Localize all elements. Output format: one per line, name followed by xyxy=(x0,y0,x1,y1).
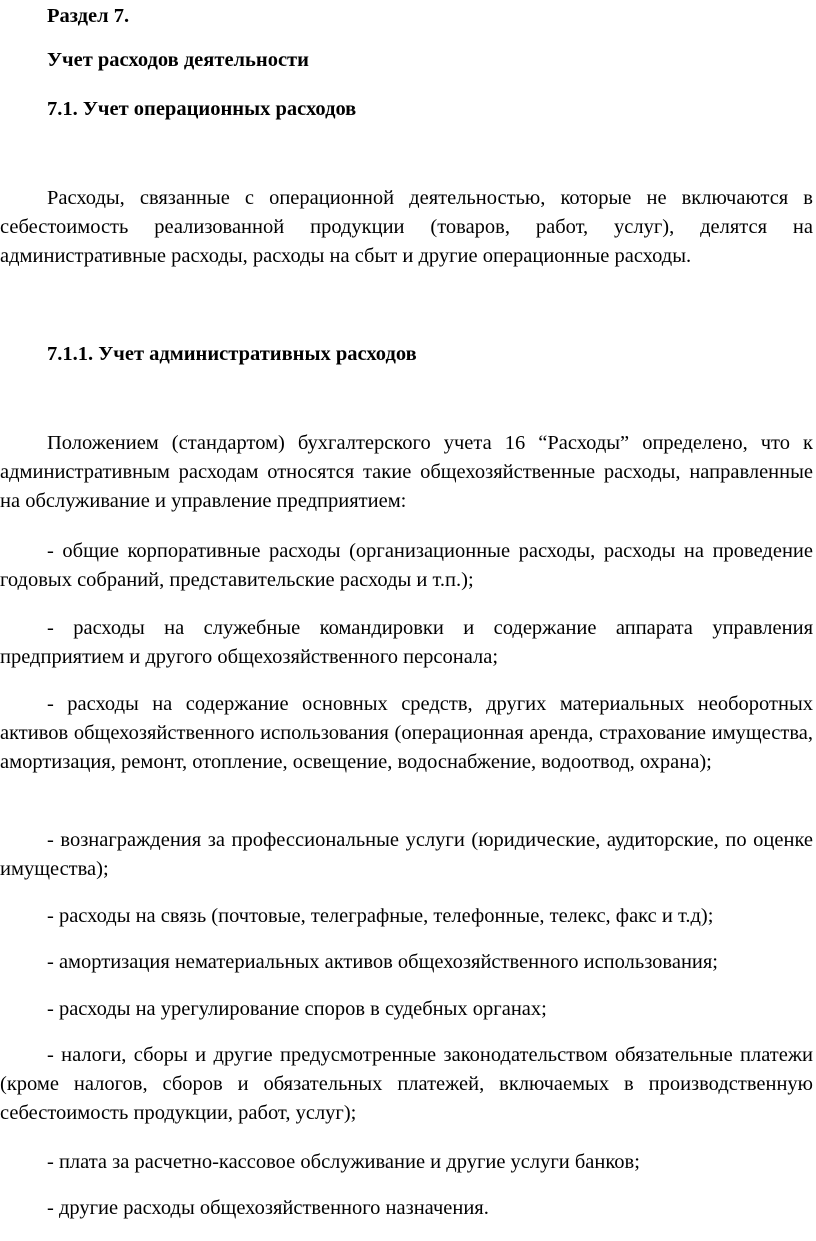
standard-paragraph: Положением (стандартом) бухгалтерского учета 16 “Расходы” определено, что к административным расходам относятся такие общехозяйственные расходы, направленные на обслуживание и управление предприятием: xyxy=(0,432,813,512)
subsection-title: 7.1. Учет операционных расходов xyxy=(47,98,357,120)
list-item-amortization: - амортизация нематериальных активов общехозяйственного использования; xyxy=(47,951,719,973)
list-item-other: - другие расходы общехозяйственного назначения. xyxy=(47,1197,489,1219)
list-item-bank-services: - плата за расчетно-кассовое обслуживание и другие услуги банков; xyxy=(47,1151,640,1173)
list-item-corporate: - общие корпоративные расходы (организационные расходы, расходы на проведение годовых собраний, представительские расходы и т.п.); xyxy=(0,540,813,591)
subsubsection-title: 7.1.1. Учет административных расходов xyxy=(47,343,417,365)
list-item-disputes: - расходы на урегулирование споров в судебных органах; xyxy=(47,998,547,1020)
section-number: Раздел 7. xyxy=(47,5,130,27)
list-item-taxes: - налоги, сборы и другие предусмотренные законодательством обязательные платежи (кроме налогов, сборов и обязательных платежей, включаемых в производственную себестоимость продукции, работ, услуг); xyxy=(0,1044,813,1124)
list-item-communications: - расходы на связь (почтовые, телеграфные, телефонные, телекс, факс и т.д); xyxy=(47,905,714,927)
intro-paragraph: Расходы, связанные с операционной деятельностью, которые не включаются в себестоимость реализованной продукции (товаров, работ, услуг), делятся на административные расходы, расходы на сбыт и другие операционные расходы. xyxy=(0,187,813,267)
section-title: Учет расходов деятельности xyxy=(47,49,309,71)
list-item-fixed-assets: - расходы на содержание основных средств, других материальных необоротных активов общехозяйственного использования (операционная аренда, страхование имущества, амортизация, ремонт, отопление, освещение, водоснабжение, водоотвод, охрана); xyxy=(0,693,813,773)
list-item-travel: - расходы на служебные командировки и содержание аппарата управления предприятием и другого общехозяйственного персонала; xyxy=(0,617,813,668)
list-item-professional-services: - вознаграждения за профессиональные услуги (юридические, аудиторские, по оценке имущества); xyxy=(0,829,813,880)
